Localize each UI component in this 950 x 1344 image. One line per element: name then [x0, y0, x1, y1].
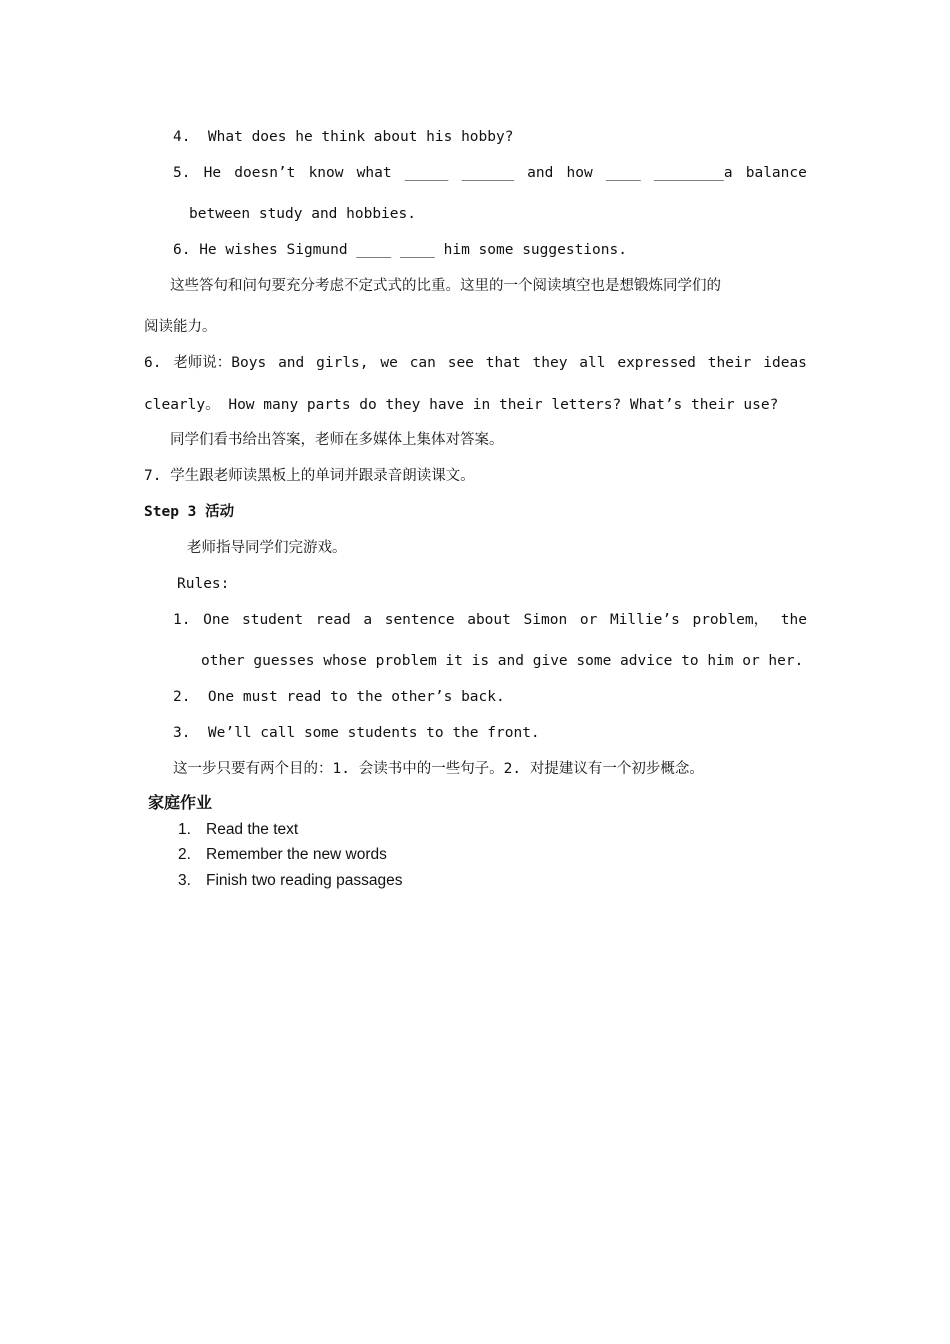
s6-word: all — [579, 355, 606, 371]
step-3-summary: 这一步只要有两个目的：1. 会读书中的一些句子。2. 对提建议有一个初步概念。 — [173, 761, 704, 777]
homework-item-text: Remember the new words — [206, 846, 387, 863]
homework-item — [178, 845, 387, 865]
homework-item — [178, 820, 298, 840]
s6-word: and — [278, 355, 305, 371]
q5-word: and — [527, 165, 554, 181]
r1-word: Simon — [523, 612, 568, 628]
rule-2: 2. One must read to the other’s back. — [173, 689, 505, 705]
r1-word: a — [363, 612, 373, 628]
question-4: 4. What does he think about his hobby? — [173, 129, 514, 145]
rule-1-line-1 — [173, 610, 807, 630]
step-6-line-1 — [144, 353, 807, 373]
rules-label: Rules: — [177, 576, 230, 592]
s6-word: ideas — [763, 355, 807, 371]
homework-item-text: Read the text — [206, 821, 299, 838]
q5-word: doesn’t — [234, 165, 296, 181]
q5-blank: _____ — [404, 165, 449, 181]
homework-item — [178, 871, 402, 891]
s6-word: see — [447, 355, 474, 371]
note-line-2: 阅读能力。 — [144, 319, 217, 335]
homework-title: 家庭作业 — [148, 795, 213, 812]
step-3-intro: 老师指导同学们完游戏。 — [187, 540, 347, 556]
s6-word: 老师说：Boys — [173, 355, 267, 371]
q5-blank: ____ — [605, 165, 641, 181]
s6-word: can — [409, 355, 436, 371]
question-5-line — [173, 163, 807, 183]
s6-word: that — [485, 355, 521, 371]
r1-word: about — [467, 612, 511, 628]
r1-word: sentence — [384, 612, 455, 628]
r1-word: student — [241, 612, 304, 628]
r1-word: One — [203, 612, 230, 628]
homework-item-text: Finish two reading passages — [206, 872, 403, 889]
r1-word: Millie’s — [609, 612, 680, 628]
s6-word: we — [380, 355, 398, 371]
q5-blank: ______ — [461, 165, 514, 181]
q5-blank: ________a — [653, 165, 733, 181]
r1-word: the — [780, 612, 807, 628]
s6-word: they — [532, 355, 568, 371]
rule-1-line-2: other guesses whose problem it is and give some advice to him or her. — [201, 653, 804, 669]
question-6: 6. He wishes Sigmund ____ ____ him some suggestions. — [173, 242, 627, 258]
note-line-1: 这些答句和问句要充分考虑不定式式的比重。这里的一个阅读填空也是想锻炼同学们的 — [170, 278, 721, 294]
s6-word: expressed — [617, 355, 696, 371]
question-5-continued: between study and hobbies. — [189, 206, 416, 222]
q5-word: He — [203, 165, 222, 181]
rule-3: 3. We’ll call some students to the front. — [173, 725, 540, 741]
q5-word: 5. — [173, 165, 191, 181]
homework-item-number: 2. — [178, 846, 191, 863]
s6-word: girls, — [316, 355, 369, 371]
step-7: 7. 学生跟老师读黑板上的单词并跟录音朗读课文。 — [144, 468, 475, 484]
homework-item-number: 1. — [178, 821, 191, 838]
r1-word: problem， — [692, 612, 769, 628]
q5-word: what — [356, 165, 392, 181]
q5-word: balance — [745, 165, 807, 181]
r1-word: 1. — [173, 612, 191, 628]
step-6-line-3: 同学们看书给出答案，老师在多媒体上集体对答案。 — [170, 432, 504, 448]
s6-word: 6. — [144, 355, 162, 371]
step-6-line-2: clearly。 How many parts do they have in their letters? What’s their use? — [144, 397, 779, 413]
q5-word: know — [308, 165, 344, 181]
r1-word: or — [579, 612, 598, 628]
homework-item-number: 3. — [178, 872, 191, 889]
s6-word: their — [707, 355, 752, 371]
r1-word: read — [315, 612, 351, 628]
q5-word: how — [566, 165, 593, 181]
step-3-heading: Step 3 活动 — [144, 504, 235, 520]
